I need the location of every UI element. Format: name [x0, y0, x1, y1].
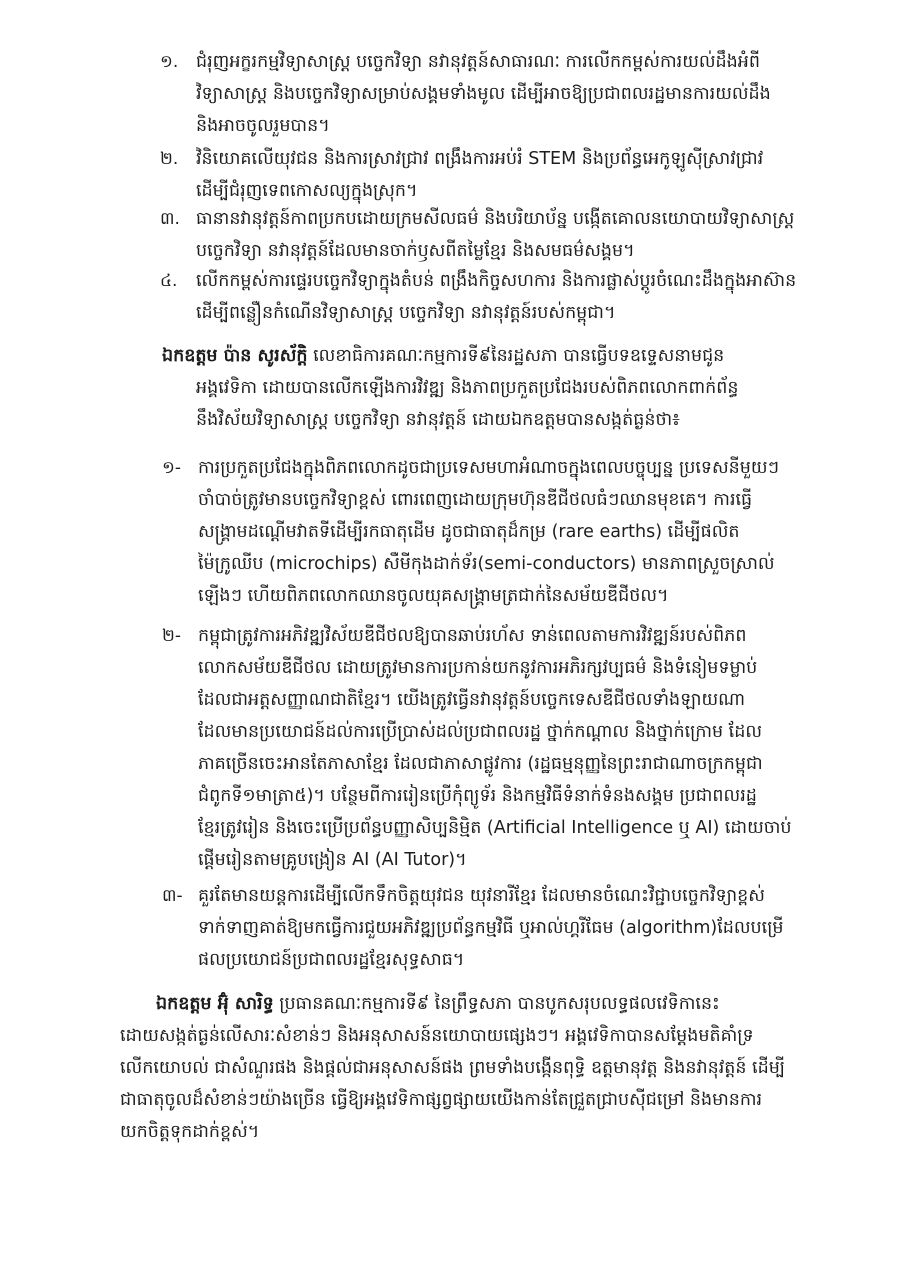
speaker-role: ប្រធានគណៈកម្មការទី៩ នៃព្រឹទ្ធសភា បានបូកសរុបលទ្ធផលវេទិកានេះ	[273, 994, 720, 1014]
list-item-1-3	[160, 203, 860, 267]
item-number: ១.	[160, 52, 179, 72]
item-text-line: ជំពូកទី១មាត្រា៥)។ បន្ថែមពីការរៀនប្រើកុំព្យូទ័រ និងកម្មវិធីទំនាក់ទំនងសង្គម ប្រជាពលរដ្ឋ	[198, 786, 757, 806]
item-number: ៣-	[162, 886, 183, 906]
item-text-line: លើកកម្ពស់ការផ្ទេរបច្ចេកវិទ្យាក្នុងតំបន់ ពង្រឹងកិច្ចសហការ និងការផ្លាស់ប្តូរចំណេះដឹងក្នុងអាស៊ាន	[196, 271, 797, 291]
item-text-line: កម្ពុជាត្រូវការអភិវឌ្ឍវិស័យឌីជីថលឱ្យបានឆាប់រហ័ស ទាន់ពេលតាមការវិវឌ្ឍន៍របស់ពិភព	[198, 626, 747, 646]
list-item-2-2	[162, 620, 862, 876]
item-text-line: គួរតែមានយន្តការដើម្បីលើកទឹកចិត្តយុវជន យុវនារីខ្មែរ ដែលមានចំណេះវិជ្ជាបច្ចេកវិទ្យាខ្ពស់	[198, 886, 765, 906]
speaker-paragraph-1	[162, 340, 862, 436]
paragraph-line: អង្គវេទិកា ដោយបានលើកឡើងការវិវឌ្ឍ និងភាពប្រកួតប្រជែងរបស់ពិភពលោកពាក់ព័ន្ធ	[196, 378, 739, 398]
item-text-line: ផលប្រយោជន៍ប្រជាពលរដ្ឋខ្មែរសុទ្ធសាធ។	[198, 950, 465, 970]
paragraph-line: នឹងវិស័យវិទ្យាសាស្ត្រ បច្ចេកវិទ្យា នវានុវត្តន៍ ដោយឯកឧត្តមបានសង្កត់ធ្ងន់ថា៖	[196, 410, 680, 430]
speaker-role: លេខាធិការគណៈកម្មការទី៩នៃរដ្ឋសភា បានធ្វើបទឧទ្ទេសនាមជូន	[307, 346, 725, 366]
item-number: ៣.	[160, 209, 180, 229]
item-number: ៤.	[160, 271, 178, 291]
item-text-line: និងអាចចូលរួមបាន។	[196, 116, 330, 136]
item-text-line: វិទ្យាសាស្ត្រ និងបច្ចេកវិទ្យាសម្រាប់សង្គមទាំងមូល ដើម្បីអាចឱ្យប្រជាពលរដ្ឋមានការយល់ដឹង	[196, 84, 771, 104]
list-item-2-1	[162, 452, 862, 612]
item-text-line: ធានានវានុវត្តន៍កាពប្រកបដោយក្រមសីលធម៌ និងបរិយាប័ន្ន បង្កើតគោលនយោបាយវិទ្យាសាស្ត្រ	[196, 209, 795, 229]
item-number: ២-	[162, 626, 182, 646]
item-text-line: វិនិយោគលើយុវជន និងការស្រាវជ្រាវ ពង្រឹងការអប់រំ STEM និងប្រព័ន្ធអេកូឡូស៊ីស្រាវជ្រាវ	[196, 149, 764, 169]
item-text-line: សង្គ្រាមដណ្តើមវាតទីដើម្បីរកធាតុដើម ដូចជាធាតុដ៏កម្រ (rare earths) ដើម្បីផលិត	[198, 522, 740, 542]
item-text-line: ដើម្បីពន្លឿនកំណើនវិទ្យាសាស្ត្រ បច្ចេកវិទ្យា នវានុវត្តន៍របស់កម្ពុជា។	[196, 303, 616, 323]
paragraph-line: ដោយសង្កត់ធ្ងន់លើសារៈសំខាន់ៗ និងអនុសាសន៍នយោបាយផ្សេងៗ។ អង្គវេទិកាបានសម្តែងមតិគាំទ្រ	[120, 1026, 754, 1046]
paragraph-line: ជាធាតុចូលដ៏សំខាន់ៗយ៉ាងច្រើន ធ្វើឱ្យអង្គវេទិកាផ្សព្វផ្សាយយើងកាន់តែជ្រួតជ្រាបស៊ីជម្រៅ និងមានការ	[120, 1090, 763, 1110]
item-text-line: ទាក់ទាញគាត់ឱ្យមកធ្វើការជួយអភិវឌ្ឍប្រព័ន្ធកម្មវិធី ឬអាល់ហ្គរីធែម (algorithm)ដែលបម្រើ	[198, 918, 784, 938]
item-text-line: ដើម្បីជំរុញទេពកោសល្យក្នុងស្រុក។	[196, 181, 418, 201]
item-text-line: ជំរុញអក្ខរកម្មវិទ្យាសាស្ត្រ បច្ចេកវិទ្យា នវានុវត្តន៍សាធារណៈ ការលើកកម្ពស់ការយល់ដឹងអំពី	[196, 52, 760, 72]
list-item-2-3	[162, 880, 862, 976]
item-number: ២.	[160, 149, 179, 169]
list-item-1-2	[160, 143, 860, 207]
item-text-line: ចាំបាច់ត្រូវមានបច្ចេកវិទ្យាខ្ពស់ ពោរពេញដោយក្រុមហ៊ុនឌីជីថលធំៗឈានមុខគេ។ ការធ្វើ	[198, 490, 753, 510]
speaker-name: ឯកឧត្តម ប៉ាន សូរស័ក្តិ	[162, 346, 308, 366]
speaker-name: ឯកឧត្តម អ៊ុំ សារិទ្ធ	[156, 994, 274, 1014]
item-text-line: ខ្មែរត្រូវរៀន និងចេះប្រើប្រព័ន្ធបញ្ញាសិប្បនិម្មិត (Artificial Intelligence ឬ AI) ដោយចាប់	[198, 818, 792, 838]
item-text-line: ឡើងៗ ហើយពិភពលោកឈានចូលយុគសង្គ្រាមត្រជាក់នៃសម័យឌីជីថល។	[198, 586, 669, 606]
item-text-line: ដែលជាអត្តសញ្ញាណជាតិខ្មែរ។ យើងត្រូវធ្វើនវានុវត្តន៍បច្ចេកទេសឌីជីថលទាំងឡាយណា	[198, 690, 746, 710]
item-text-line: ដែលមានប្រយោជន៍ដល់ការប្រើប្រាស់ដល់ប្រជាពលរដ្ឋ ថ្នាក់កណ្តាល និងថ្នាក់ក្រោម ដែល	[198, 722, 762, 742]
item-text-line: ការប្រកួតប្រជែងក្នុងពិភពលោកដូចជាប្រទេសមហាអំណាចក្នុងពេលបច្ចុប្បន្ន ប្រទេសនីមួយៗ	[198, 458, 780, 478]
item-text-line: ម៉ៃក្រូឈីប (microchips) សឺមីកុងដាក់ទ័រ(semi-conductors) មានភាពស្រួចស្រាល់	[198, 554, 775, 574]
item-text-line: លោកសម័យឌីជីថល ដោយត្រូវមានការប្រកាន់យកនូវការអភិរក្សវប្បធម៌ និងទំនៀមទម្លាប់	[198, 658, 758, 678]
item-text-line: ភាគច្រើនចេះអានតែភាសាខ្មែរ ដែលជាភាសាផ្លូវការ (រដ្ឋធម្មនុញ្ញនៃព្រះរាជាណាចក្រកម្ពុជា	[198, 754, 763, 774]
speaker-paragraph-2	[120, 988, 865, 1148]
paragraph-line: យកចិត្តទុកដាក់ខ្ពស់។	[120, 1122, 260, 1142]
item-text-line: បច្ចេកវិទ្យា នវានុវត្តន៍ដែលមានចាក់ឫសពីតម្លៃខ្មែរ និងសមធម៌សង្គម។	[196, 241, 635, 261]
item-number: ១-	[162, 458, 182, 478]
item-text-line: ផ្តើមរៀនតាមគ្រូបង្រៀន AI (AI Tutor)។	[198, 850, 467, 870]
list-item-1-4	[160, 265, 860, 329]
paragraph-line: លើកយោបល់ ជាសំណួរផង និងផ្តល់ជាអនុសាសន៍ផង ព្រមទាំងបង្កើនពុទ្ធិ ឧត្តមានុវត្ត និងនវានុវត្តន៍ ដើម្បី	[120, 1058, 786, 1078]
list-item-1-1	[160, 46, 860, 142]
